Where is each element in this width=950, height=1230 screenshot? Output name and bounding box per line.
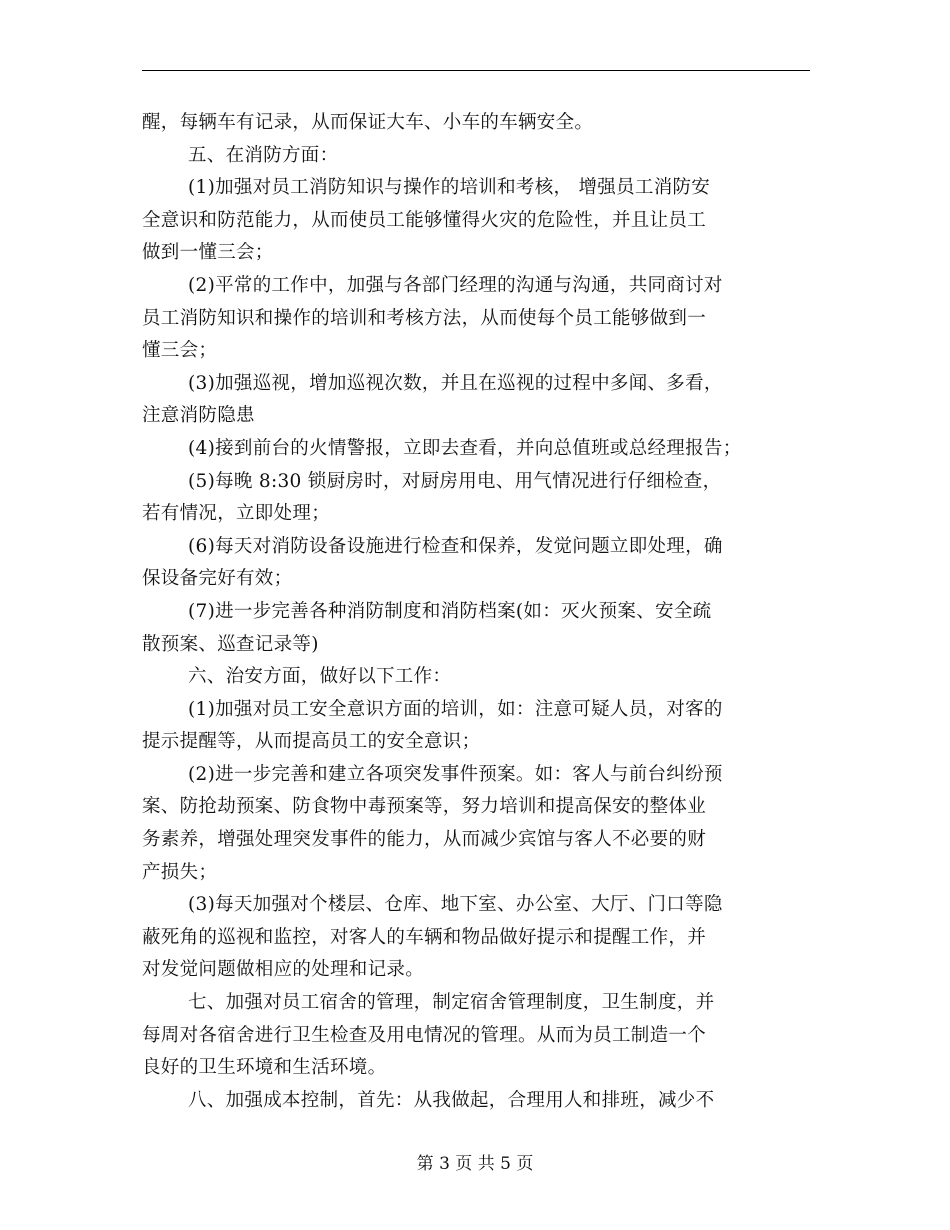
page-number: 第 3 页 共 5 页 [416, 1154, 534, 1174]
text-line: 良好的卫生环境和生活环境。 [142, 1057, 387, 1079]
text-line: 全意识和防范能力，从而使员工能够懂得火灾的危险性，并且让员工 [142, 209, 707, 231]
text-line: 若有情况，立即处理； [142, 503, 331, 525]
text-line: 保设备完好有效； [142, 568, 293, 590]
text-line: (1)加强对员工消防知识与操作的培训和考核， 增强员工消防安 [188, 177, 711, 199]
text-line: 务素养，增强处理突发事件的能力，从而减少宾馆与客人不必要的财 [142, 829, 707, 851]
text-line: (1)加强对员工安全意识方面的培训，如：注意可疑人员，对客的 [188, 698, 723, 720]
text-line: (3)加强巡视，增加巡视次数，并且在巡视的过程中多闻、多看， [188, 372, 723, 394]
section-heading-7: 七、加强对员工宿舍的管理，制定宿舍管理制度，卫生制度，并 [188, 992, 715, 1014]
text-line: 对发觉问题做相应的处理和记录。 [142, 959, 425, 981]
text-line: 散预案、巡查记录等) [142, 633, 319, 655]
text-line: 案、防抢劫预案、防食物中毒预案等，努力培训和提高保安的整体业 [142, 796, 707, 818]
header-rule [142, 70, 810, 71]
text-line: (3)每天加强对个楼层、仓库、地下室、办公室、大厅、门口等隐 [188, 894, 723, 916]
text-line: 产损失； [142, 861, 218, 883]
text-line: 醒，每辆车有记录，从而保证大车、小车的车辆安全。 [142, 112, 594, 133]
section-heading-5: 五、在消防方面： [188, 144, 339, 166]
text-line: 员工消防知识和操作的培训和考核方法，从而使每个员工能够做到一 [142, 307, 707, 329]
text-line: (7)进一步完善各种消防制度和消防档案(如：灭火预案、安全疏 [188, 600, 712, 622]
text-line: 懂三会； [142, 340, 218, 362]
text-line: (5)每晚 8:30 锁厨房时，对厨房用电、用气情况进行仔细检查， [188, 470, 722, 492]
text-line: 注意消防隐患 [142, 405, 255, 427]
text-line: (2)平常的工作中，加强与各部门经理的沟通与沟通，共同商讨对 [188, 274, 723, 296]
text-line: (2)进一步完善和建立各项突发事件预案。如：客人与前台纠纷预 [188, 763, 723, 785]
text-line: (6)每天对消防设备设施进行检查和保养，发觉问题立即处理，确 [188, 535, 723, 557]
section-heading-8: 八、加强成本控制，首先：从我做起，合理用人和排班，减少不 [188, 1089, 715, 1111]
document-body [142, 107, 814, 1117]
text-line: 做到一懂三会； [142, 242, 274, 264]
text-line: 提示提醒等，从而提高员工的安全意识； [142, 731, 481, 753]
text-line: 每周对各宿舍进行卫生检查及用电情况的管理。从而为员工制造一个 [142, 1024, 707, 1046]
text-line: 蔽死角的巡视和监控，对客人的车辆和物品做好提示和提醒工作，并 [142, 926, 707, 948]
text-line: (4)接到前台的火情警报，立即去查看，并向总值班或总经理报告； [188, 437, 742, 459]
section-heading-6: 六、治安方面，做好以下工作： [188, 666, 452, 688]
